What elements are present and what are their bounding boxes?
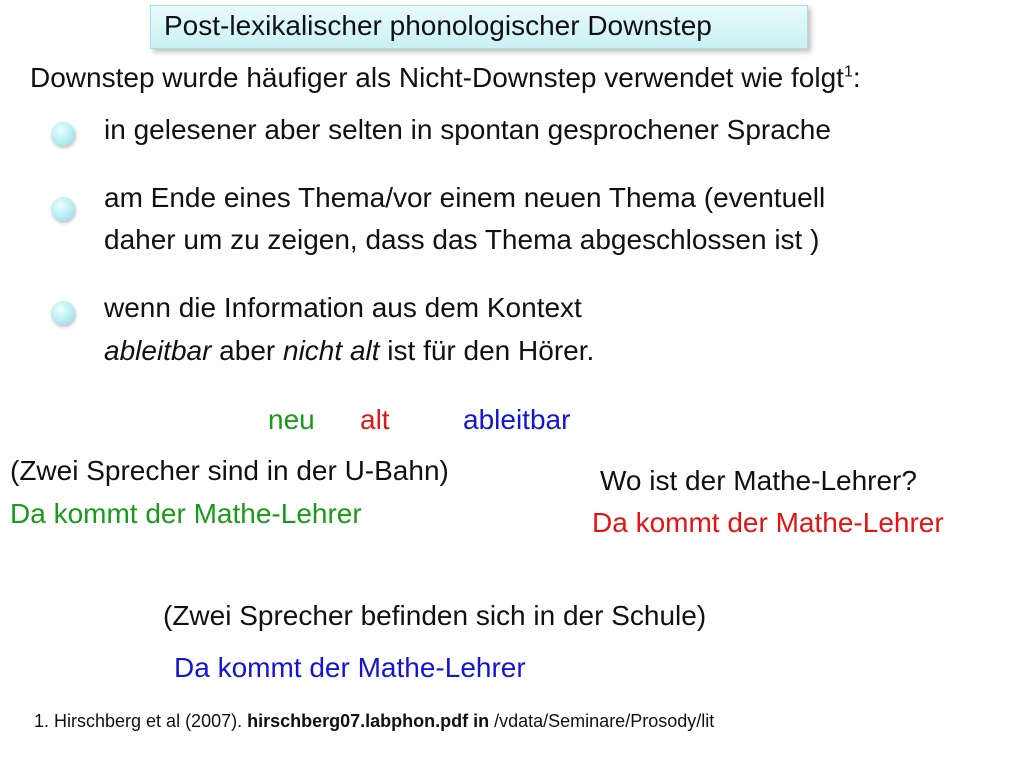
bullet-icon [51, 197, 75, 221]
legend-alt: alt [360, 404, 390, 435]
question-sentence: Da kommt der Mathe-Lehrer [592, 507, 944, 538]
bullet-3-line2 [104, 333, 594, 369]
citation-prefix: 1. Hirschberg et al (2007). [34, 711, 248, 731]
legend-neu: neu [268, 404, 315, 435]
ableitbar-term: ableitbar [104, 335, 212, 366]
citation-path: /vdata/Seminare/Prosody/lit [489, 711, 715, 731]
bullet-1-text: in gelesener aber selten in spontan gesprochener Sprache [104, 114, 831, 145]
nicht-alt-term: nicht alt [283, 335, 380, 366]
bullet-icon [51, 301, 75, 325]
bullet-3-tail: ist für den Hörer. [379, 335, 595, 366]
ubahn-sentence: Da kommt der Mathe-Lehrer [10, 498, 362, 529]
citation-filename: hirschberg07.labphon.pdf in [247, 711, 490, 731]
ubahn-context: (Zwei Sprecher sind in der U-Bahn) [10, 455, 449, 486]
bullet-icon [51, 122, 75, 146]
intro-line [30, 62, 861, 94]
intro-colon: : [852, 62, 861, 93]
footnote-marker: 1 [843, 63, 853, 81]
slide-title: Post-lexikalischer phonologischer Downstep [164, 10, 712, 41]
intro-text: Downstep wurde häufiger als Nicht-Downstep verwendet wie folgt [30, 62, 844, 93]
bullet-3-connector: aber [211, 335, 284, 366]
bullet-2-line1: am Ende eines Thema/vor einem neuen Thema (eventuell [104, 182, 826, 213]
question-text: Wo ist der Mathe-Lehrer? [600, 465, 917, 496]
bullet-3-line1: wenn die Information aus dem Kontext [104, 292, 582, 323]
schule-sentence: Da kommt der Mathe-Lehrer [174, 652, 526, 683]
schule-context: (Zwei Sprecher befinden sich in der Schule) [163, 600, 707, 631]
legend-ableitbar: ableitbar [463, 404, 571, 435]
bullet-2-line2: daher um zu zeigen, dass das Thema abgeschlossen ist ) [104, 224, 820, 255]
citation [34, 711, 714, 732]
